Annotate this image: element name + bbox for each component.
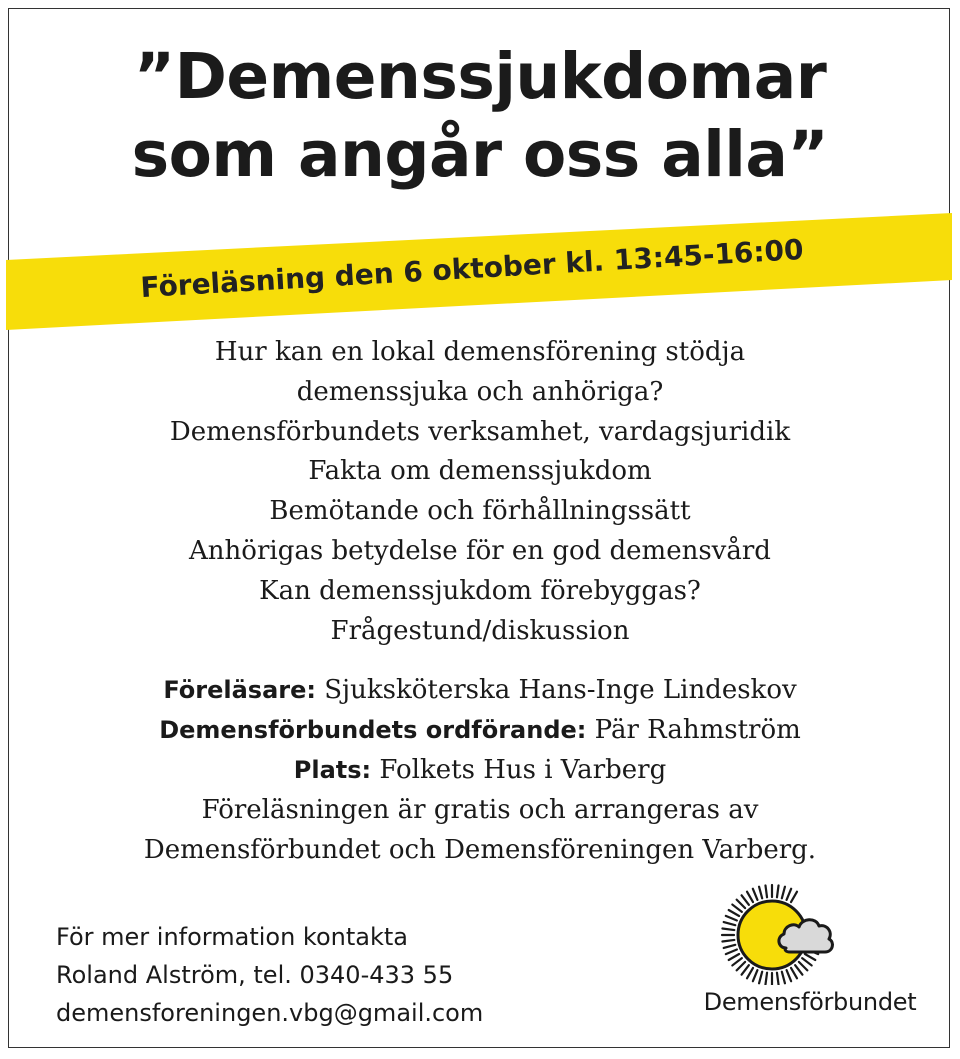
sun-ray (753, 889, 758, 900)
sun-ray (726, 916, 737, 921)
lecturer-row (0, 670, 960, 710)
free-line-2: Demensförbundet och Demensföreningen Varberg. (143, 835, 817, 865)
topic-item: Hur kan en lokal demensförening stödja (214, 337, 746, 367)
topic-item: Anhörigas betydelse för en god demensvård (189, 535, 771, 566)
event-details (0, 670, 960, 870)
sun-ray (805, 954, 815, 960)
sun-ray (737, 962, 745, 970)
sun-ray (726, 950, 737, 955)
sun-ray (802, 958, 812, 965)
title-line-1: ”Demenssjukdomar (133, 40, 827, 113)
banner-text: Föreläsning den 6 oktober kl. 13:45-16:00 (139, 232, 805, 305)
sun-ray (724, 945, 736, 948)
sun-ray (777, 885, 779, 897)
place-label: Plats: (293, 756, 372, 784)
topic-item: Fakta om demenssjukdom (308, 456, 652, 487)
topic-list (0, 333, 960, 651)
topic-item: demenssjuka och anhöriga? (296, 376, 664, 407)
sun-ray (782, 887, 785, 899)
chair-label: Demensförbundets ordförande: (159, 716, 587, 744)
chair-row (0, 710, 960, 750)
demensforbundet-logo (700, 880, 920, 1030)
sun-ray (759, 972, 762, 984)
sun-ray (791, 892, 797, 902)
sun-ray (729, 954, 739, 960)
contact-info (56, 918, 616, 1032)
sun-ray (799, 962, 807, 970)
topic-item: Bemötande och förhållningssätt (269, 496, 691, 527)
sun-ray (787, 889, 792, 900)
sun-ray (742, 965, 749, 975)
sun-ray (791, 968, 797, 978)
sun-ray (759, 887, 762, 899)
lecturer-label: Föreläsare: (163, 676, 316, 704)
sun-ray (729, 910, 739, 916)
sun-ray (724, 922, 736, 925)
sun-ray (742, 895, 749, 905)
sun-ray (722, 928, 734, 930)
sun-cloud-icon (710, 880, 860, 985)
title-line-2: som angår oss alla” (131, 118, 829, 191)
topic-item: Frågestund/diskussion (330, 615, 630, 646)
contact-line-2: Roland Alström, tel. 0340-433 55 (56, 961, 454, 989)
chair-value: Pär Rahmström (594, 715, 801, 745)
lecturer-value: Sjuksköterska Hans-Inge Lindeskov (324, 675, 797, 705)
sun-ray (777, 973, 779, 985)
sun-ray (732, 958, 742, 965)
sun-ray (765, 973, 767, 985)
sun-ray (747, 892, 753, 902)
sun-ray (753, 970, 758, 981)
sun-ray (787, 970, 792, 981)
sun-ray (795, 965, 802, 975)
free-line-1: Föreläsningen är gratis och arrangeras av (201, 795, 759, 825)
sun-ray (722, 940, 734, 942)
sun-ray (765, 885, 767, 897)
place-row (0, 750, 960, 790)
logo-name: Demensförbundet (703, 988, 917, 1016)
contact-line-1: För mer information kontakta (56, 923, 408, 951)
topic-item: Kan demenssjukdom förebyggas? (259, 575, 701, 606)
sun-ray (747, 968, 753, 978)
sun-ray (782, 972, 785, 984)
sun-ray (732, 905, 742, 912)
sun-ray (737, 900, 745, 908)
topic-item: Demensförbundets verksamhet, vardagsjuridik (169, 416, 791, 447)
contact-email[interactable]: demensforeningen.vbg@gmail.com (56, 999, 484, 1027)
place-value: Folkets Hus i Varberg (379, 755, 667, 785)
date-banner (0, 0, 960, 340)
